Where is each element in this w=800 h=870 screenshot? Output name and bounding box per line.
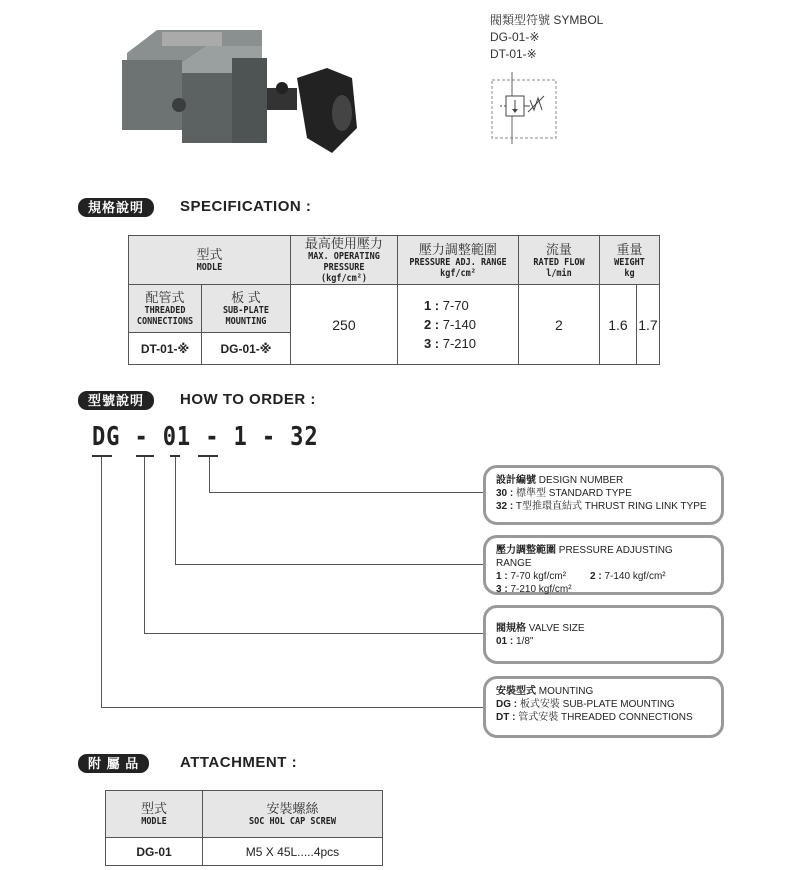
connector-size-h <box>144 633 486 634</box>
code-underline-dg <box>92 455 112 457</box>
connector-pressure-h <box>175 564 486 565</box>
spec-badge: 規格說明 <box>78 198 154 217</box>
valve-size-box: 閥規格 VALVE SIZE 01 : 1/8" <box>483 605 724 664</box>
connector-design-v <box>209 457 210 493</box>
spec-range-values: 1 : 7-70 2 : 7-140 3 : 7-210 <box>397 285 518 365</box>
code-underline-design <box>198 455 218 457</box>
connector-design-h <box>209 492 486 493</box>
spec-model-dt: DT-01-※ <box>129 333 202 365</box>
attach-model: DG-01 <box>106 838 203 866</box>
attach-header-screw: 安裝螺絲 SOC HOL CAP SCREW <box>203 791 383 838</box>
connector-mounting-h <box>101 707 486 708</box>
connector-pressure-v <box>175 457 176 565</box>
attachment-table <box>105 790 383 866</box>
spec-rated-flow: 2 <box>518 285 599 365</box>
specification-table <box>128 235 660 365</box>
connector-mounting-v <box>101 457 102 708</box>
symbol-model-dg: DG-01-※ <box>490 30 540 44</box>
spec-header-flow: 流量 RATED FLOW l/min <box>518 236 599 285</box>
spec-model-dg: DG-01-※ <box>202 333 291 365</box>
spec-weight-dt: 1.6 <box>599 285 636 365</box>
hydraulic-symbol-diagram <box>488 72 560 144</box>
spec-header-model: 型式 MODLE <box>129 236 291 285</box>
mounting-box: 安裝型式 MOUNTING DG : 板式安裝 SUB-PLATE MOUNTING DT : 管式安裝 THREADED CONNECTIONS <box>483 676 724 738</box>
attach-screw: M5 X 45L.....4pcs <box>203 838 383 866</box>
order-title: HOW TO ORDER : <box>180 391 316 408</box>
order-badge: 型號說明 <box>78 391 154 410</box>
attach-header-model: 型式 MODLE <box>106 791 203 838</box>
spec-header-subplate: 板 式 SUB-PLATE MOUNTING <box>202 285 291 333</box>
attach-badge: 附 屬 品 <box>78 754 149 773</box>
attach-title: ATTACHMENT : <box>180 754 298 771</box>
order-code: DG - 01 - 1 - 32 <box>92 422 319 452</box>
spec-title: SPECIFICATION : <box>180 198 312 215</box>
symbol-title: 閥類型符號 SYMBOL <box>490 13 604 27</box>
spec-header-range: 壓力調整範圍 PRESSURE ADJ. RANGE kgf/cm² <box>397 236 518 285</box>
valve-product-photo <box>112 18 362 168</box>
spec-max-pressure: 250 <box>290 285 397 365</box>
symbol-model-dt: DT-01-※ <box>490 47 537 61</box>
spec-weight-dg: 1.7 <box>636 285 659 365</box>
code-underline-size <box>136 455 154 457</box>
connector-size-v <box>144 457 145 634</box>
spec-header-threaded: 配管式 THREADED CONNECTIONS <box>129 285 202 333</box>
spec-header-weight: 重量 WEIGHT kg <box>599 236 659 285</box>
design-number-box: 設計編號 DESIGN NUMBER 30 : 標準型 STANDARD TYPE 32 : T型推環直結式 THRUST RING LINK TYPE <box>483 465 724 525</box>
pressure-range-box: 壓力調整範圍 PRESSURE ADJUSTING RANGE 1 : 7-70 kgf/cm² 2 : 7-140 kgf/cm² 3 : 7-210 kgf/cm² <box>483 535 724 595</box>
spec-header-pressure: 最高使用壓力 MAX. OPERATING PRESSURE (kgf/cm²) <box>290 236 397 285</box>
